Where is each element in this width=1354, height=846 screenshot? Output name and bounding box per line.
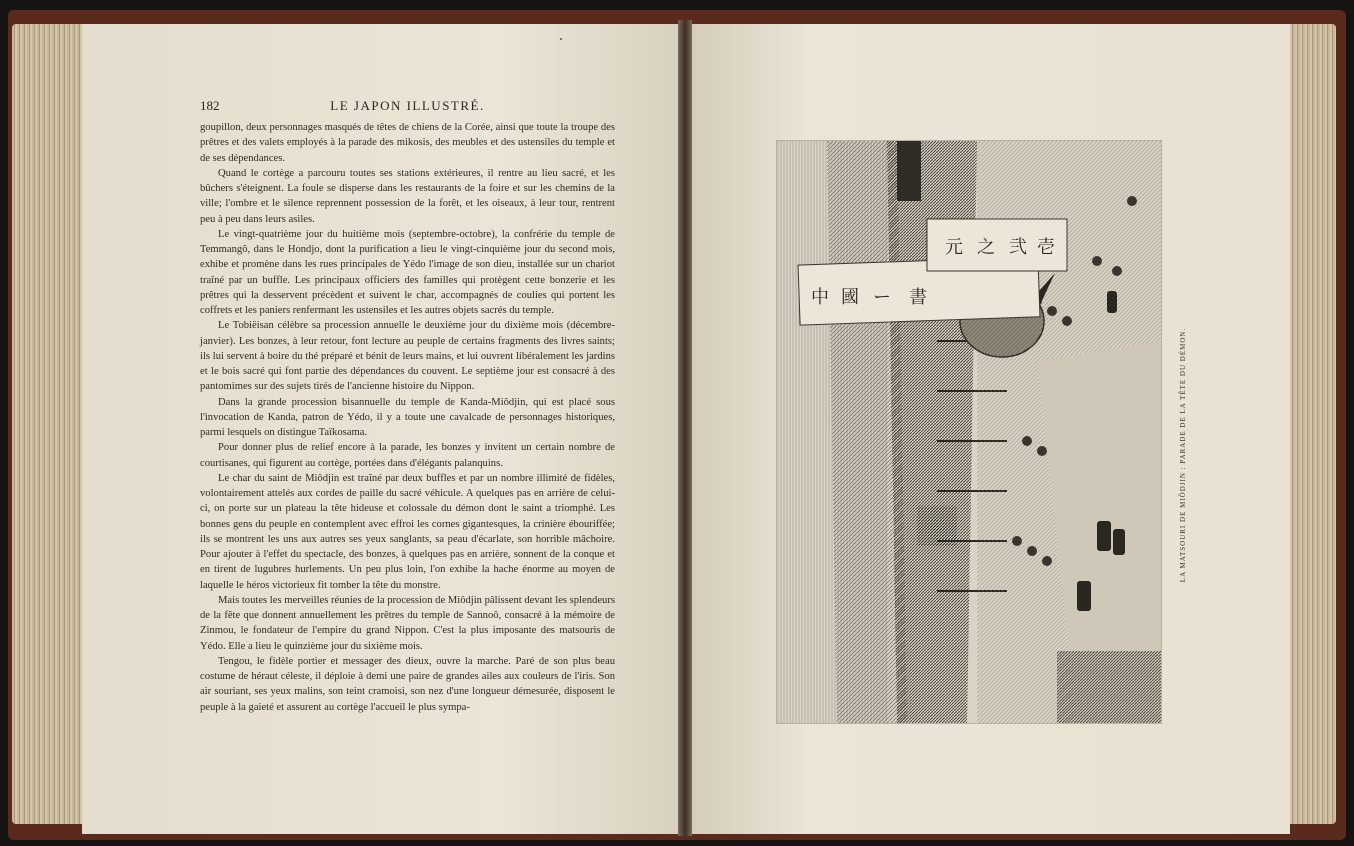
page-header	[200, 98, 615, 118]
page-edges-right	[1290, 24, 1336, 824]
svg-text:之: 之	[977, 237, 995, 258]
svg-text:ー: ー	[873, 287, 891, 308]
running-title: LE JAPON ILLUSTRÉ.	[330, 98, 485, 113]
page-edges-left	[12, 24, 84, 824]
paragraph: Le Tobiëisan célèbre sa procession annuelle le deuxième jour du dixième mois (décembre-janvier). Les bonzes, à leur retour, font lecture au peuple de certains fragments des livres saints; ils lui servent à boire du thé préparé et bénit de leurs mains, et lui ouvrent libéralement les jardins et le bois sacré qui font partie des dépendances du couvent. Le septième jour est consacré à des pantomimes sur des sujets tirés de l'ancienne histoire du Nippon.	[200, 320, 615, 393]
svg-text:國: 國	[841, 287, 859, 308]
svg-text:壱: 壱	[1037, 237, 1055, 258]
engraving-plate	[776, 140, 1162, 724]
plate-caption	[1176, 327, 1190, 583]
plate-caption-text: LA MATSOURI DE MIÔDJIN : PARADE DE LA TÊTE DU DÉMON.	[1179, 327, 1187, 583]
printer-mark	[560, 38, 562, 40]
paragraph: Le char du saint de Miôdjin est traîné par deux buffles et par un nombre illimité de fidèles, volontairement attelés aux cordes de paille du sacré véhicule. A quelques pas en arrière de celui-ci, on porte sur un plateau la tête hideuse et colossale du démon dont le saint a triomphé. Les bonnes gens du peuple en contemplent avec effroi les cornes gigantesques, la crinière ébouriffée; ils se montrent les uns aux autres ses yeux sanglants, sa peau d'écarlate, son horrible mâchoire. Pour ajouter à l'effet du spectacle, des bonzes, à quelques pas en arrière, sonnent de la conque et en tirent de lugubres hurlements. Un peu plus loin, l'on exhibe la hache énorme au moyen de laquelle le héros victorieux fit tomber la tête du monstre.	[200, 472, 615, 591]
paragraph: Quand le cortège a parcouru toutes ses stations extérieures, il rentre au lieu sacré, et les bûchers s'éteignent. La foule se disperse dans les restaurants de la foire et sur les chemins de la ville; l'ombre et le silence reprennent possession de la forêt, et les oiseaux, à leur tour, rentrent peu à peu dans leurs asiles.	[200, 167, 615, 225]
paragraph: Pour donner plus de relief encore à la parade, les bonzes y invitent un certain nombre de courtisanes, qui figurent au cortège, portées dans d'élégants palanquins.	[200, 442, 615, 469]
page-number: 182	[200, 98, 220, 113]
book-gutter	[678, 20, 692, 836]
procession-engraving	[777, 141, 1161, 723]
svg-text:中: 中	[811, 287, 829, 308]
body-text	[200, 120, 615, 715]
svg-text:弐: 弐	[1009, 237, 1027, 258]
paragraph: Dans la grande procession bisannuelle du temple de Kanda-Miôdjin, qui est placé sous l'invocation de Kanda, patron de Yédo, il y a toute une cavalcade de personnages historiques, parmi lesquels on distingue Taïkosama.	[200, 396, 615, 438]
svg-text:元: 元	[945, 237, 963, 258]
paragraph: goupillon, deux personnages masqués de têtes de chiens de la Corée, ainsi que toute la troupe des prêtres et des valets employés à la parade des mikosis, des meubles et des ustensiles du temple et de ses dépendances.	[200, 122, 615, 164]
paragraph: Le vingt-quatrième jour du huitième mois (septembre-octobre), la confrérie du temple de Temmangô, dans le Hondjo, dont la purification a lieu le vingt-cinquième jour du second mois, exhibe et promène dans les rues principales de Yédo l'image de son dieu, installée sur un chariot traîné par un buffle. Les principaux officiers des familles qui protègent cette bonzerie et les prêtres qui la desservent précèdent et suivent le char, accompagnés de coulies qui portent les coffrets et les paniers renfermant les ustensiles et les autres objets sacrés du temple.	[200, 228, 615, 316]
paragraph: Mais toutes les merveilles réunies de la procession de Miôdjin pâlissent devant les splendeurs de la fête que donnent annuellement les prêtres du temple de Sannoô, consacré à la mémoire de Zinmou, le fondateur de l'empire du grand Nippon. C'est la plus imposante des matsouris de Yédo. Elle a lieu le quinzième jour du sixième mois.	[200, 594, 615, 652]
paragraph: Tengou, le fidèle portier et messager des dieux, ouvre la marche. Paré de son plus beau costume de héraut céleste, il déploie à demi une paire de grandes ailes aux couleurs de l'iris. Son air souriant, ses yeux malins, son teint cramoisi, son nez d'une longueur démesurée, disposent le peuple à la gaieté et assurent au cortège l'accueil le plus sympa-	[200, 655, 615, 713]
svg-text:書: 書	[909, 287, 927, 308]
